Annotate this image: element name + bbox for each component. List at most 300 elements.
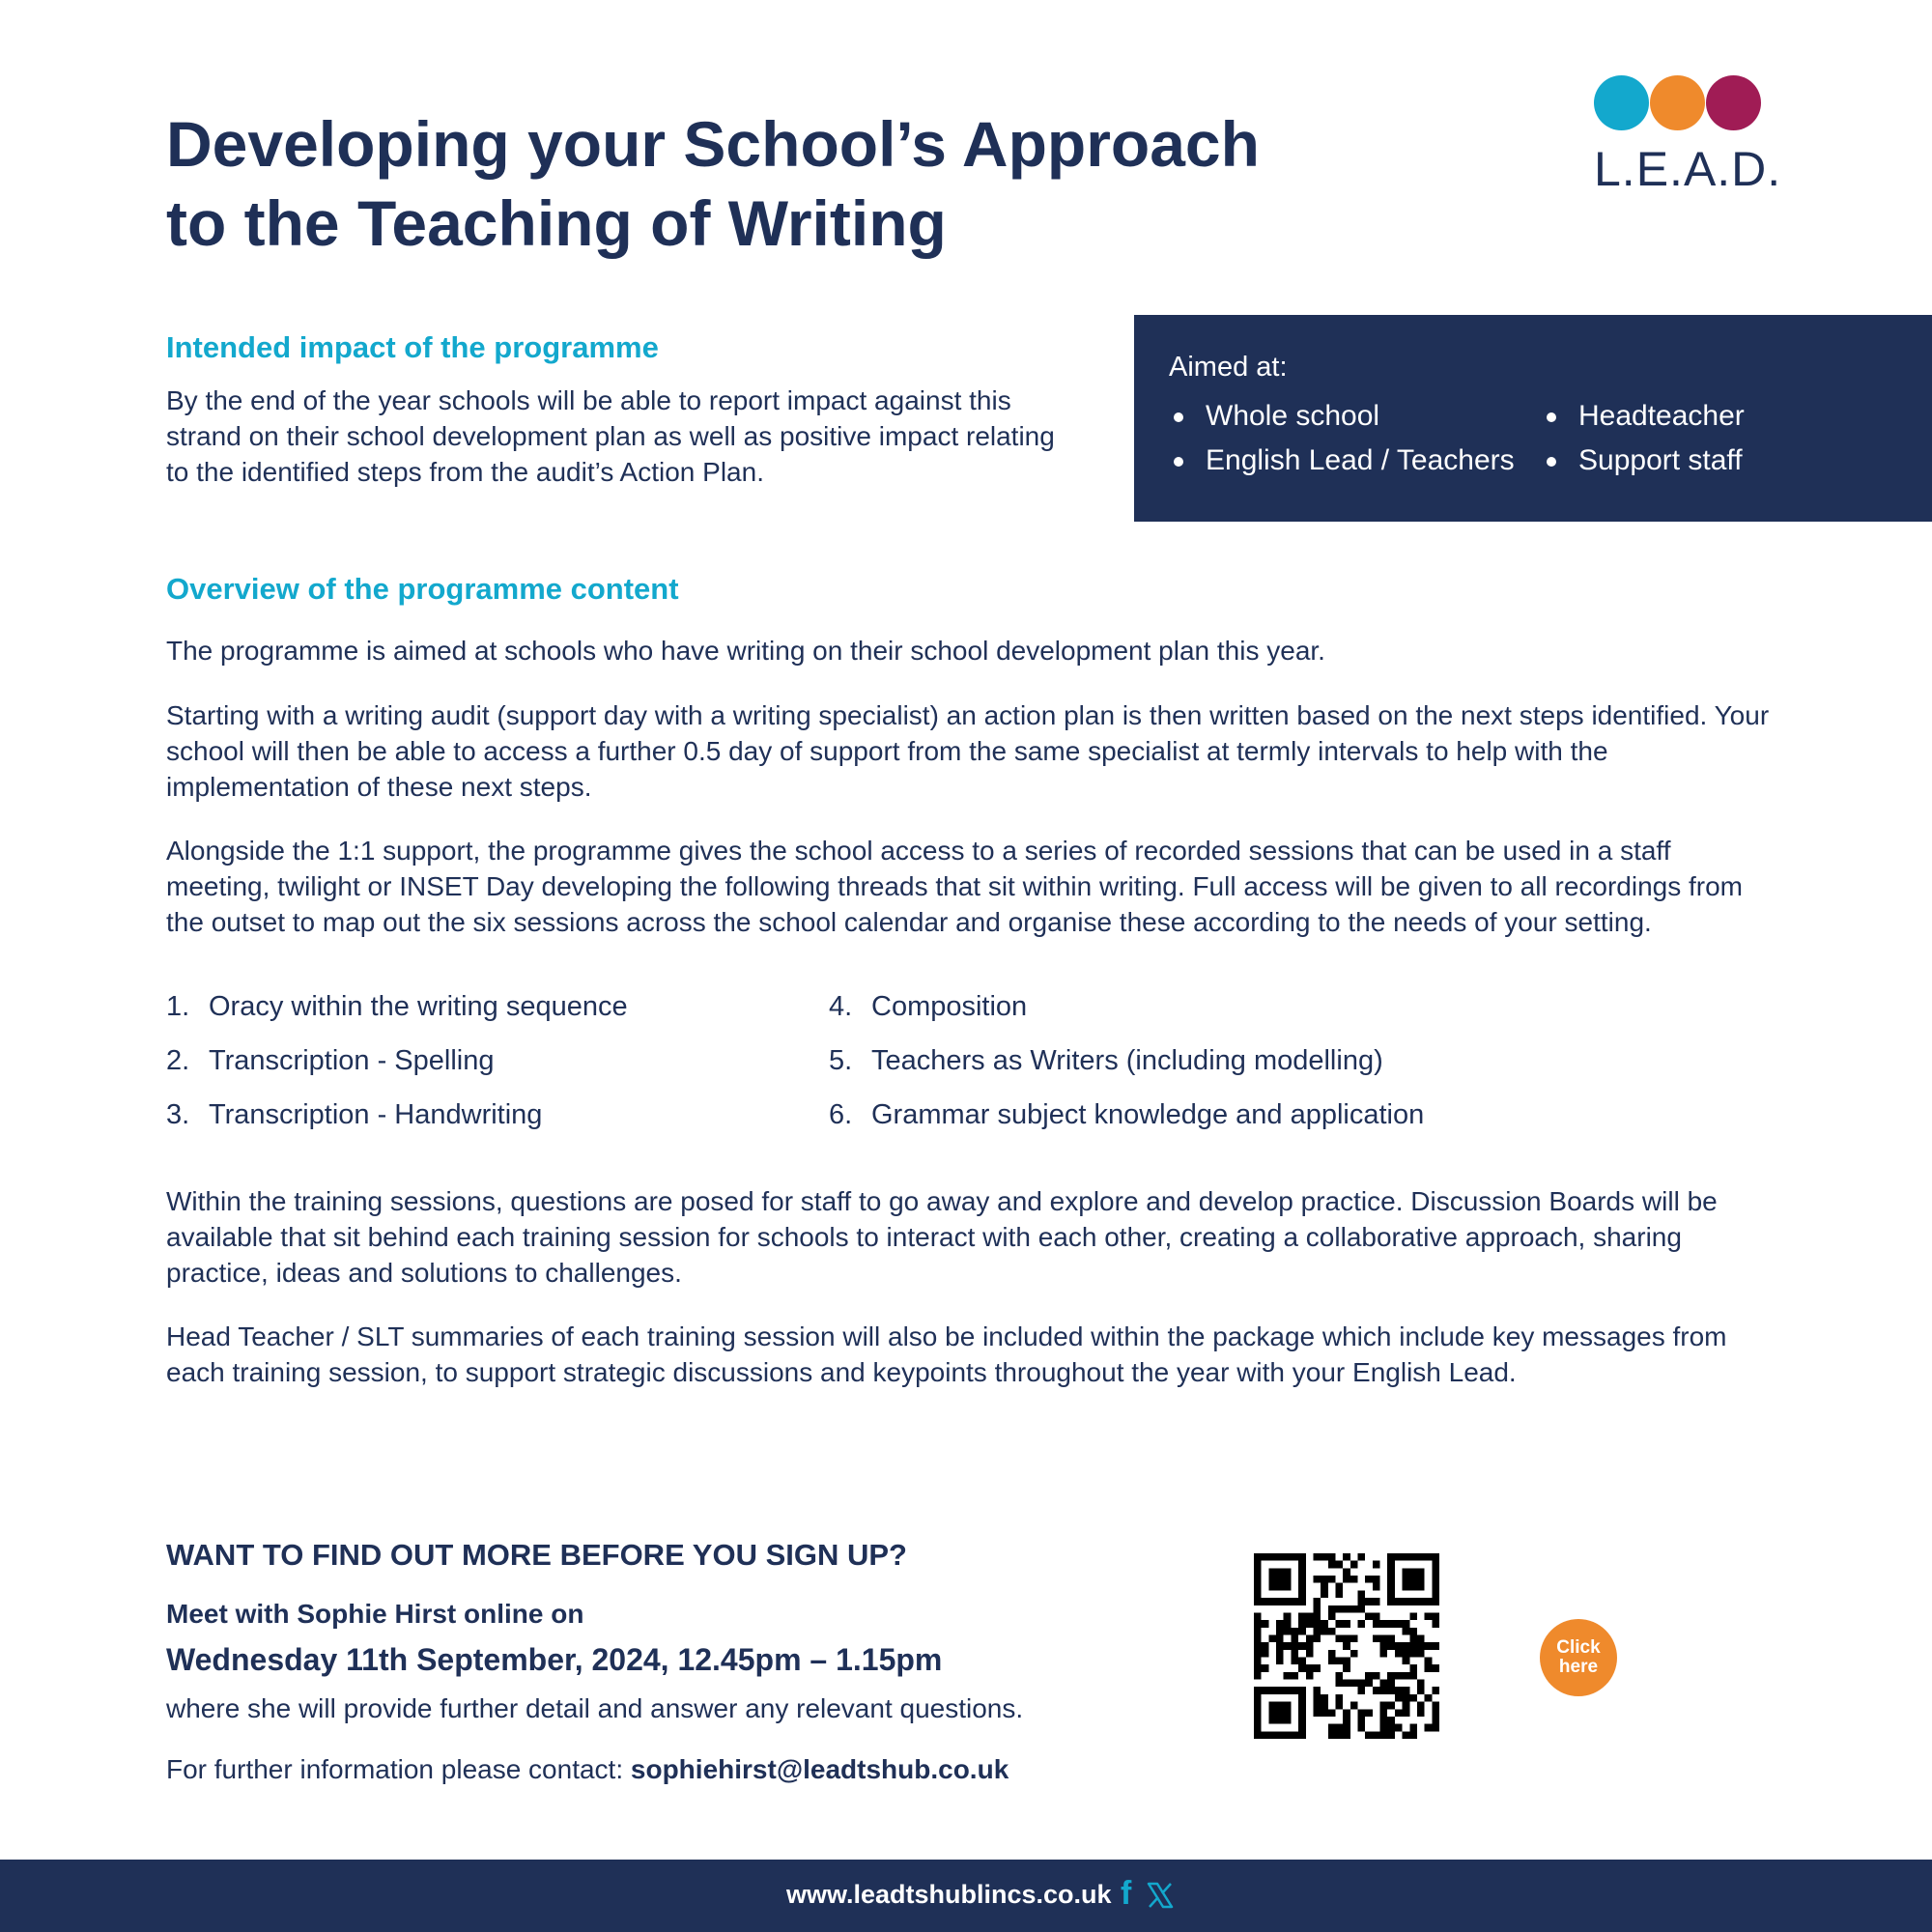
qr-module [1298, 1724, 1306, 1732]
qr-module [1254, 1612, 1262, 1620]
qr-module [1387, 1724, 1395, 1732]
qr-module [1343, 1553, 1350, 1561]
click-here-button[interactable]: Click here [1540, 1619, 1617, 1696]
qr-module [1335, 1694, 1343, 1702]
qr-module [1313, 1628, 1321, 1635]
qr-module [1306, 1612, 1314, 1620]
qr-module [1403, 1731, 1410, 1739]
qr-module [1380, 1642, 1388, 1650]
qr-module [1335, 1724, 1343, 1732]
qr-module [1373, 1731, 1380, 1739]
aimed-at-list [1169, 394, 1932, 491]
qr-module [1306, 1664, 1314, 1672]
qr-module [1409, 1634, 1417, 1642]
qr-module [1328, 1553, 1336, 1561]
qr-module [1343, 1724, 1350, 1732]
qr-module [1387, 1687, 1395, 1694]
meet-text: Meet with Sophie Hirst online on [166, 1599, 584, 1629]
logo-dot-orange [1650, 75, 1705, 130]
qr-module [1298, 1664, 1306, 1672]
qr-module [1417, 1642, 1425, 1650]
qr-module [1328, 1724, 1336, 1732]
qr-module [1284, 1672, 1292, 1680]
qr-module [1358, 1620, 1366, 1628]
qr-module [1276, 1709, 1284, 1717]
overview-paragraph-1: The programme is aimed at schools who have writing on their school development plan this year. [166, 636, 1325, 666]
qr-module [1343, 1731, 1350, 1739]
qr-module [1335, 1620, 1343, 1628]
qr-module [1276, 1731, 1284, 1739]
qr-module [1425, 1612, 1433, 1620]
qr-module [1335, 1672, 1343, 1680]
qr-module [1254, 1568, 1262, 1576]
qr-module [1403, 1694, 1410, 1702]
qr-module [1432, 1687, 1439, 1694]
qr-module [1268, 1702, 1276, 1710]
title-line-1: Developing your School’s Approach [166, 108, 1260, 180]
aimed-at-item: Whole school [1169, 394, 1379, 439]
qr-module [1409, 1553, 1417, 1561]
qr-module [1276, 1658, 1284, 1665]
qr-module [1335, 1583, 1343, 1591]
qr-module [1298, 1561, 1306, 1569]
list-item: 3. Transcription - Handwriting [166, 1099, 543, 1130]
qr-module [1365, 1672, 1373, 1680]
qr-module [1343, 1620, 1350, 1628]
qr-module [1291, 1598, 1298, 1605]
qr-module [1343, 1709, 1350, 1717]
event-date: Wednesday 11th September, 2024, 12.45pm – 1.15pm [166, 1642, 943, 1677]
qr-module [1291, 1642, 1298, 1650]
qr-module [1358, 1709, 1366, 1717]
qr-module [1432, 1576, 1439, 1583]
qr-module [1276, 1687, 1284, 1694]
qr-module [1425, 1658, 1433, 1665]
qr-module [1298, 1658, 1306, 1665]
qr-module [1298, 1590, 1306, 1598]
qr-module [1328, 1605, 1336, 1613]
qr-module [1262, 1642, 1269, 1650]
qr-module [1409, 1724, 1417, 1732]
qr-module [1432, 1568, 1439, 1576]
qr-module [1395, 1709, 1403, 1717]
qr-module [1262, 1620, 1269, 1628]
qr-module [1409, 1583, 1417, 1591]
qr-module [1403, 1598, 1410, 1605]
qr-module [1335, 1605, 1343, 1613]
overview-heading: Overview of the programme content [166, 572, 679, 606]
qr-module [1276, 1598, 1284, 1605]
qr-module [1298, 1583, 1306, 1591]
title-line-2: to the Teaching of Writing [166, 187, 947, 259]
qr-module [1328, 1576, 1336, 1583]
qr-module [1373, 1620, 1380, 1628]
qr-module [1298, 1731, 1306, 1739]
qr-module [1395, 1642, 1403, 1650]
qr-module [1432, 1598, 1439, 1605]
aimed-at-item: English Lead / Teachers [1169, 439, 1515, 483]
qr-module [1328, 1628, 1336, 1635]
impact-heading: Intended impact of the programme [166, 330, 659, 364]
qr-module [1395, 1553, 1403, 1561]
qr-module [1298, 1694, 1306, 1702]
qr-module [1387, 1576, 1395, 1583]
qr-module [1395, 1724, 1403, 1732]
qr-module [1291, 1672, 1298, 1680]
qr-module [1343, 1605, 1350, 1613]
qr-module [1335, 1561, 1343, 1569]
qr-module [1403, 1620, 1410, 1628]
qr-module [1284, 1612, 1292, 1620]
qr-module [1262, 1664, 1269, 1672]
overview-paragraph-4: Within the training sessions, questions are posed for staff to go away and explore and develop practice. Discussion Boards will be available that sit behind each training session for schools to interact with each other, creating a collaborative approach, sharing practice, ideas and solutions to challenges. [166, 1186, 1718, 1288]
qr-module [1254, 1724, 1262, 1732]
qr-module [1432, 1561, 1439, 1569]
qr-module [1403, 1568, 1410, 1576]
qr-module [1380, 1724, 1388, 1732]
qr-module [1254, 1620, 1262, 1628]
qr-module [1284, 1702, 1292, 1710]
qr-module [1291, 1553, 1298, 1561]
qr-module [1313, 1634, 1321, 1642]
qr-module [1268, 1731, 1276, 1739]
qr-module [1284, 1620, 1292, 1628]
qr-module [1387, 1620, 1395, 1628]
qr-module [1291, 1650, 1298, 1658]
qr-module [1395, 1598, 1403, 1605]
qr-module [1387, 1672, 1395, 1680]
qr-module [1276, 1568, 1284, 1576]
qr-module [1313, 1612, 1321, 1620]
qr-module [1403, 1650, 1410, 1658]
qr-module [1254, 1590, 1262, 1598]
qr-module [1417, 1568, 1425, 1576]
qr-module [1373, 1672, 1380, 1680]
qr-module [1417, 1634, 1425, 1642]
qr-module [1343, 1680, 1350, 1688]
qr-module [1365, 1680, 1373, 1688]
aimed-at-item: Headteacher [1542, 394, 1745, 439]
list-item: 1. Oracy within the writing sequence [166, 991, 628, 1022]
qr-module [1343, 1658, 1350, 1665]
qr-module [1321, 1583, 1328, 1591]
qr-module [1432, 1717, 1439, 1724]
qr-module [1291, 1634, 1298, 1642]
qr-module [1298, 1553, 1306, 1561]
qr-module [1343, 1664, 1350, 1672]
qr-module [1268, 1709, 1276, 1717]
qr-module [1387, 1583, 1395, 1591]
qr-module [1432, 1702, 1439, 1710]
qr-module [1343, 1634, 1350, 1642]
qr-module [1432, 1709, 1439, 1717]
qr-module [1358, 1605, 1366, 1613]
qr-module [1358, 1680, 1366, 1688]
qr-module [1306, 1634, 1314, 1642]
qr-module [1313, 1553, 1321, 1561]
qr-module [1268, 1568, 1276, 1576]
aimed-at-heading: Aimed at: [1169, 352, 1288, 383]
qr-module [1268, 1553, 1276, 1561]
qr-module [1284, 1628, 1292, 1635]
overview-paragraph-5: Head Teacher / SLT summaries of each training session will also be included within the package which include key messages from each training session, to support strategic discussions and keypoints throughout the year with your English Lead. [166, 1321, 1727, 1387]
aimed-at-panel [1134, 315, 1932, 522]
qr-module [1298, 1568, 1306, 1576]
footer-website-link[interactable]: www.leadtshublincs.co.uk [786, 1880, 1112, 1909]
qr-module [1262, 1650, 1269, 1658]
qr-module [1298, 1598, 1306, 1605]
qr-module [1254, 1634, 1262, 1642]
qr-module [1350, 1561, 1358, 1569]
qr-module [1254, 1583, 1262, 1591]
aimed-at-item: Support staff [1542, 439, 1743, 483]
qr-module [1387, 1717, 1395, 1724]
qr-module [1403, 1583, 1410, 1591]
qr-module [1350, 1605, 1358, 1613]
x-icon[interactable] [1146, 1881, 1175, 1910]
qr-module [1254, 1628, 1262, 1635]
qr-module [1254, 1717, 1262, 1724]
logo-dot-magenta [1706, 75, 1761, 130]
qr-module [1395, 1694, 1403, 1702]
qr-module [1262, 1687, 1269, 1694]
qr-module [1403, 1702, 1410, 1710]
qr-module [1417, 1576, 1425, 1583]
qr-module [1343, 1576, 1350, 1583]
qr-module [1328, 1731, 1336, 1739]
page-title [166, 104, 1325, 263]
qr-module [1417, 1687, 1425, 1694]
qr-module [1409, 1650, 1417, 1658]
qr-module [1350, 1650, 1358, 1658]
list-item: 4. Composition [829, 991, 1028, 1022]
qr-module [1284, 1717, 1292, 1724]
qr-module [1358, 1590, 1366, 1598]
qr-module [1268, 1583, 1276, 1591]
qr-module [1387, 1642, 1395, 1650]
qr-module [1365, 1598, 1373, 1605]
qr-module [1343, 1717, 1350, 1724]
qr-module [1306, 1642, 1314, 1650]
qr-module [1417, 1680, 1425, 1688]
qr-module [1276, 1576, 1284, 1583]
qr-module [1373, 1598, 1380, 1605]
qr-module [1387, 1590, 1395, 1598]
qr-module [1387, 1561, 1395, 1569]
qr-module [1409, 1598, 1417, 1605]
qr-module [1409, 1664, 1417, 1672]
qr-module [1298, 1612, 1306, 1620]
qr-module [1321, 1628, 1328, 1635]
qr-module [1335, 1590, 1343, 1598]
qr-module [1365, 1612, 1373, 1620]
qr-module [1380, 1687, 1388, 1694]
qr-module [1335, 1731, 1343, 1739]
qr-module [1432, 1553, 1439, 1561]
qr-module [1276, 1650, 1284, 1658]
qr-module [1373, 1687, 1380, 1694]
qr-module [1276, 1620, 1284, 1628]
cta-heading: WANT TO FIND OUT MORE BEFORE YOU SIGN UP? [166, 1538, 907, 1572]
impact-body: By the end of the year schools will be able to report impact against this strand on their school development plan as well as positive impact relating to the identified steps from the audit’s Action Plan. [166, 385, 1055, 487]
qr-module [1395, 1687, 1403, 1694]
qr-module [1417, 1709, 1425, 1717]
qr-module [1254, 1709, 1262, 1717]
qr-module [1313, 1605, 1321, 1613]
qr-module [1313, 1576, 1321, 1583]
qr-module [1403, 1553, 1410, 1561]
qr-module [1380, 1731, 1388, 1739]
qr-module [1313, 1687, 1321, 1694]
qr-module [1298, 1717, 1306, 1724]
qr-module [1291, 1628, 1298, 1635]
qr-module [1380, 1680, 1388, 1688]
qr-module [1268, 1717, 1276, 1724]
qr-module [1298, 1576, 1306, 1583]
qr-module [1254, 1664, 1262, 1672]
qr-module [1409, 1694, 1417, 1702]
qr-module [1380, 1650, 1388, 1658]
qr-module [1387, 1598, 1395, 1605]
qr-module [1350, 1576, 1358, 1583]
qr-module [1306, 1650, 1314, 1658]
qr-module [1298, 1687, 1306, 1694]
qr-module [1328, 1709, 1336, 1717]
qr-module [1284, 1576, 1292, 1583]
qr-module [1276, 1717, 1284, 1724]
qr-module [1313, 1702, 1321, 1710]
qr-module [1276, 1634, 1284, 1642]
qr-module [1298, 1702, 1306, 1710]
qr-module [1343, 1568, 1350, 1576]
contact-email-link[interactable]: sophiehirst@leadtshub.co.uk [630, 1754, 1009, 1784]
logo-dot-cyan [1594, 75, 1649, 130]
qr-module [1417, 1598, 1425, 1605]
qr-module [1358, 1724, 1366, 1732]
qr-module [1254, 1658, 1262, 1665]
lead-logo [1584, 75, 1782, 201]
contact-prefix: For further information please contact: [166, 1754, 631, 1784]
qr-module [1387, 1568, 1395, 1576]
qr-module [1403, 1672, 1410, 1680]
qr-module [1276, 1583, 1284, 1591]
qr-module [1328, 1612, 1336, 1620]
qr-module [1313, 1620, 1321, 1628]
qr-module [1254, 1561, 1262, 1569]
qr-module [1268, 1598, 1276, 1605]
qr-module [1321, 1590, 1328, 1598]
qr-module [1380, 1717, 1388, 1724]
qr-module [1306, 1672, 1314, 1680]
qr-module [1409, 1612, 1417, 1620]
qr-module [1373, 1576, 1380, 1583]
qr-module [1373, 1634, 1380, 1642]
qr-module [1328, 1658, 1336, 1665]
qr-module [1403, 1709, 1410, 1717]
qr-module [1380, 1709, 1388, 1717]
qr-module [1313, 1709, 1321, 1717]
qr-code[interactable] [1254, 1553, 1439, 1739]
contact-line [166, 1754, 1009, 1785]
qr-module [1380, 1702, 1388, 1710]
qr-module [1335, 1658, 1343, 1665]
qr-module [1409, 1642, 1417, 1650]
qr-module [1262, 1598, 1269, 1605]
qr-module [1403, 1576, 1410, 1583]
qr-module [1284, 1642, 1292, 1650]
qr-module [1284, 1731, 1292, 1739]
qr-module [1417, 1702, 1425, 1710]
qr-module [1409, 1576, 1417, 1583]
qr-module [1403, 1628, 1410, 1635]
qr-module [1321, 1576, 1328, 1583]
qr-module [1432, 1583, 1439, 1591]
logo-text: L.E.A.D. [1594, 142, 1782, 196]
qr-module [1365, 1709, 1373, 1717]
threads-list [166, 987, 1519, 1151]
qr-module [1365, 1576, 1373, 1583]
qr-module [1298, 1709, 1306, 1717]
qr-module [1387, 1680, 1395, 1688]
overview-paragraph-2: Starting with a writing audit (support day with a writing specialist) an action plan is then written based on the next steps identified. Your school will then be able to access a further 0.5 day of support from the same specialist at termly intervals to help with the implementation of these next steps. [166, 700, 1770, 802]
qr-module [1409, 1628, 1417, 1635]
qr-module [1358, 1717, 1366, 1724]
qr-module [1254, 1650, 1262, 1658]
qr-module [1298, 1642, 1306, 1650]
qr-module [1268, 1576, 1276, 1583]
list-item: 6. Grammar subject knowledge and application [829, 1099, 1425, 1130]
qr-module [1425, 1598, 1433, 1605]
qr-module [1284, 1568, 1292, 1576]
event-description: where she will provide further detail and answer any relevant questions. [166, 1693, 1024, 1723]
qr-module [1254, 1553, 1262, 1561]
qr-module [1395, 1672, 1403, 1680]
footer-bar [0, 1860, 1932, 1932]
qr-module [1387, 1553, 1395, 1561]
qr-module [1432, 1590, 1439, 1598]
list-item: 5. Teachers as Writers (including modelling) [829, 1045, 1383, 1076]
qr-module [1268, 1634, 1276, 1642]
qr-module [1298, 1628, 1306, 1635]
qr-module [1417, 1650, 1425, 1658]
qr-module [1284, 1583, 1292, 1591]
qr-module [1291, 1731, 1298, 1739]
qr-module [1298, 1620, 1306, 1628]
qr-module [1432, 1620, 1439, 1628]
qr-module [1313, 1664, 1321, 1672]
qr-module [1291, 1658, 1298, 1665]
qr-module [1335, 1634, 1343, 1642]
qr-module [1262, 1553, 1269, 1561]
qr-module [1254, 1687, 1262, 1694]
qr-module [1321, 1694, 1328, 1702]
qr-module [1284, 1709, 1292, 1717]
qr-module [1432, 1642, 1439, 1650]
qr-module [1276, 1642, 1284, 1650]
qr-module [1254, 1731, 1262, 1739]
qr-module [1395, 1650, 1403, 1658]
qr-module [1425, 1553, 1433, 1561]
qr-module [1284, 1687, 1292, 1694]
qr-module [1254, 1672, 1262, 1680]
facebook-icon[interactable]: f [1121, 1875, 1132, 1912]
qr-module [1387, 1731, 1395, 1739]
qr-module [1350, 1702, 1358, 1710]
qr-module [1425, 1724, 1433, 1732]
qr-module [1254, 1576, 1262, 1583]
qr-module [1350, 1680, 1358, 1688]
qr-module [1328, 1650, 1336, 1658]
